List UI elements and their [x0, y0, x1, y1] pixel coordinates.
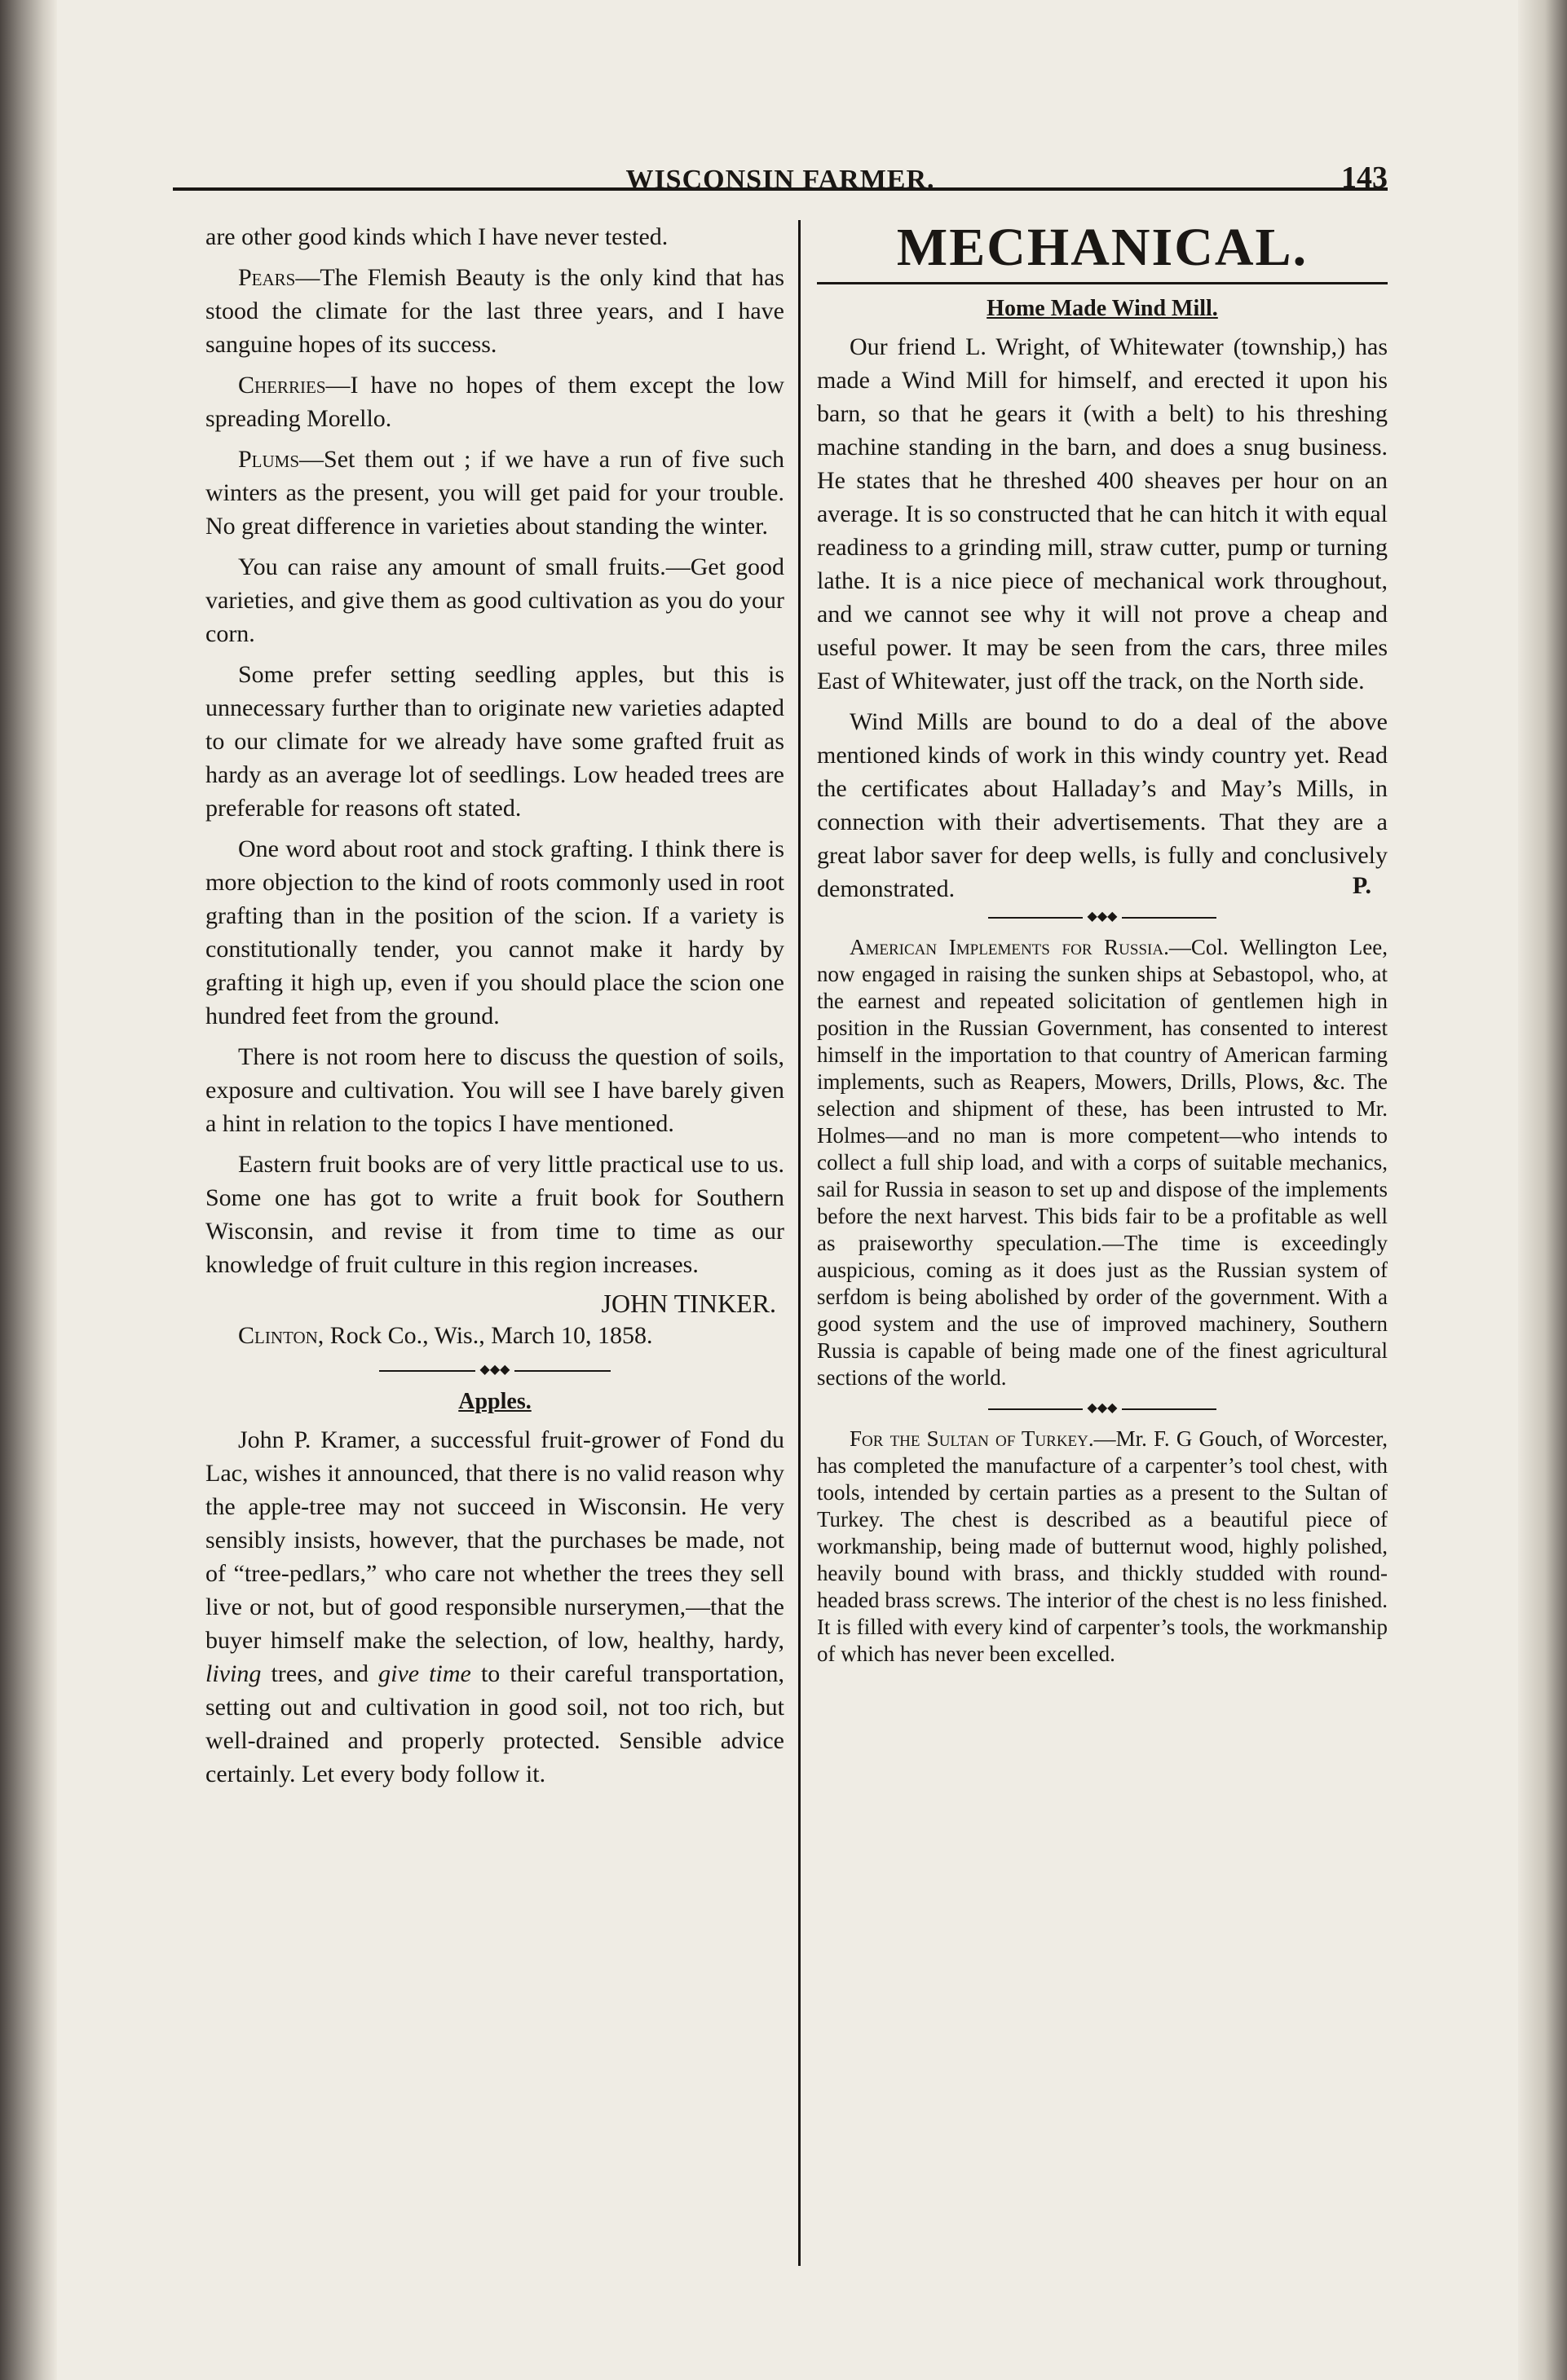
paragraph-windmill-2: Wind Mills are bound to do a deal of the above mentioned kinds of work in this windy country yet. Read the certificates about Halladay’s and May’s Mills, in connection with their advertisements. That they are a great labor saver for deep wells, is fully and conclusively demonstrated. [817, 708, 1388, 902]
newspaper-page [173, 122, 1388, 1787]
dateline-text: , Rock Co., Wis., March 10, 1858. [317, 1322, 653, 1349]
left-column [205, 220, 784, 1798]
apples-text-3: to their careful transportation, setting out and cultivation in good soil, not too rich, but well-drained and properly protected. Sensible advice certainly. Let every body follow it. [205, 1660, 784, 1787]
paragraph-cherries [205, 368, 784, 435]
paragraph-apples [205, 1423, 784, 1791]
article-title-apples: Apples. [458, 1389, 532, 1414]
paragraph-pears [205, 261, 784, 361]
paragraph-seedling: Some prefer setting seedling apples, but this is unnecessary further than to originate new varieties adapted to our climate for we already have some grafted fruit as hardy as an average lot of seedlings. Low headed trees are preferable for reasons oft stated. [205, 661, 784, 822]
paragraph-fruit-books: Eastern fruit books are of very little practical use to us. Some one has got to write a fruit book for Southern Wisconsin, and revise it from time to time as our knowledge of fruit culture in this region increases. [205, 1151, 784, 1278]
lead-russia: American Implements for Russia. [850, 935, 1169, 959]
apples-give-time: give time [378, 1660, 471, 1687]
apples-text-2: trees, and [261, 1660, 379, 1687]
journal-title: WISCONSIN FARMER. [625, 165, 935, 195]
paragraph-continued: are other good kinds which I have never tested. [205, 223, 669, 250]
two-column-body [173, 220, 1388, 2323]
lead-sultan: For the Sultan of Turkey. [850, 1426, 1094, 1451]
dateline-place: Clinton [238, 1322, 318, 1349]
section-heading: MECHANICAL. [817, 217, 1388, 284]
plums-text: —Set them out ; if we have a run of five such winters as the present, you will get paid for your trouble. No great difference in varieties about standing the winter. [205, 446, 784, 540]
paragraph-small-fruits: You can raise any amount of small fruits.—Get good varieties, and give them as good cultivation as you do your corn. [205, 553, 784, 647]
section-ornament: ◆◆◆ [205, 1358, 784, 1382]
paragraph-grafting: One word about root and stock grafting. I think there is more objection to the kind of roots commonly used in root grafting than in the position of the scion. If a variety is constitutionally tender, you cannot make it hardy by grafting it high up, even if you should place the scion one hundred feet from the ground. [205, 835, 784, 1029]
pears-text: —The Flemish Beauty is the only kind that has stood the climate for the last three years, and I have sanguine hopes of its success. [205, 264, 784, 358]
paragraph-plums [205, 443, 784, 543]
page-number: 143 [1341, 161, 1388, 195]
right-column [817, 220, 1388, 1672]
author-signature: JOHN TINKER. [601, 1289, 776, 1318]
running-header [173, 122, 1388, 195]
sultan-text: —Mr. F. G Gouch, of Worcester, has completed the manufacture of a carpenter’s tool chest, with tools, intended by certain parties as a present to the Sultan of Turkey. The chest is described as a beautiful piece of workmanship, being made of butternut wood, highly polished, heavily bound with brass, and thickly studded with round-headed brass screws. The interior of the chest is no less finished. It is filled with every kind of carpenter’s tools, the workmanship of which has never been excelled. [817, 1426, 1388, 1666]
paragraph-russia [817, 934, 1388, 1391]
lead-cherries: Cherries [238, 372, 326, 399]
page-edge-shadow [1518, 0, 1567, 2380]
book-binding-shadow [0, 0, 57, 2380]
cherries-text: —I have no hopes of them except the low spreading Morello. [205, 372, 784, 432]
windmill-signature: P. [1352, 872, 1371, 899]
apples-text-1: John P. Kramer, a successful fruit-grower of Fond du Lac, wishes it announced, that there is no valid reason why the apple-tree may not succeed in Wisconsin. He very sensibly insists, however, that the purchases be made, not of “tree-pedlars,” who care not whether the trees they sell live or not, but of good responsible nurserymen,—that the buyer himself make the selection, of low, healthy, hardy, [205, 1426, 784, 1654]
russia-text: —Col. Wellington Lee, now engaged in raising the sunken ships at Sebastopol, who, at the earnest and repeated solicitation of gentlemen high in position in the Russian Government, has consented to interest himself in the importation to that country of American farming implements, such as Reapers, Mowers, Drills, Plows, &c. The selection and shipment of these, has been intrusted to Mr. Holmes—and no man is more competent—who intends to collect a full ship load, and with a corps of suitable mechanics, sail for Russia in season to set up and dispose of the implements before the next harvest. This bids fair to be a profitable as well as praiseworthy speculation.—The time is exceedingly auspicious, coming as it does just as the Russian system of serfdom is being abolished by order of the government. With a good system and the use of improved machinery, Southern Russia is capable of being made one of the finest agricultural sections of the world. [817, 935, 1388, 1390]
section-ornament: ◆◆◆ [817, 1396, 1388, 1421]
dateline [205, 1322, 784, 1350]
paragraph-soils: There is not room here to discuss the question of soils, exposure and cultivation. You will see I have barely given a hint in relation to the topics I have mentioned. [205, 1043, 784, 1137]
section-ornament: ◆◆◆ [817, 905, 1388, 929]
article-title-windmill: Home Made Wind Mill. [987, 296, 1218, 321]
paragraph-sultan [817, 1426, 1388, 1668]
column-divider [798, 220, 801, 2266]
apples-living: living [205, 1660, 262, 1687]
lead-pears: Pears [238, 264, 296, 291]
paragraph-windmill-1: Our friend L. Wright, of Whitewater (township,) has made a Wind Mill for himself, and erected it upon his barn, so that he gears it (with a belt) to his threshing machine standing in the barn, and does a snug business. He states that he threshed 400 sheaves per hour on an average. It is so constructed that he can hitch it with equal readiness to a grinding mill, straw cutter, pump or turning lathe. It is a nice piece of mechanical work throughout, and we cannot see why it will not prove a cheap and useful power. It may be seen from the cars, three miles East of Whitewater, just off the track, on the North side. [817, 333, 1388, 694]
lead-plums: Plums [238, 446, 300, 473]
